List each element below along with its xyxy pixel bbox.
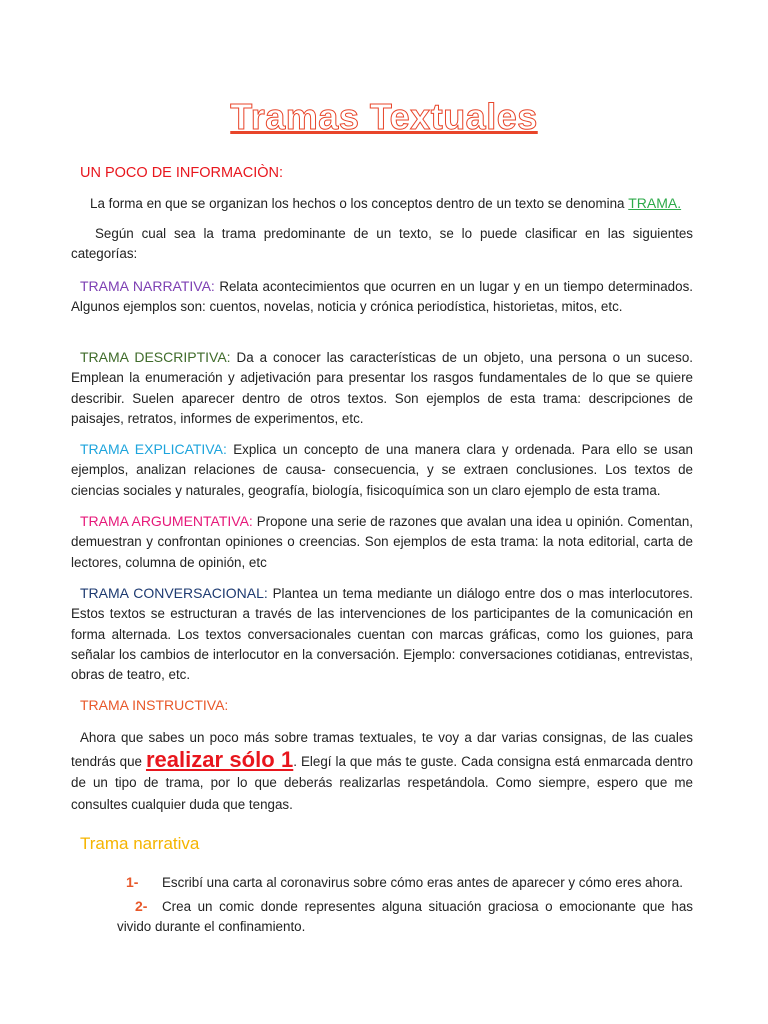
label-explicativa: TRAMA EXPLICATIVA: [80, 441, 227, 457]
task-number: 1- [126, 874, 139, 890]
label-descriptiva: TRAMA DESCRIPTIVA: [80, 349, 231, 365]
paragraph-narrativa: TRAMA NARRATIVA: Relata acontecimientos que ocurren en un lugar y en un tiempo determinados. Algunos ejemplos son: cuentos, novelas, noticia y crónica periodística, historietas, mitos, etc. [71, 278, 693, 315]
paragraph-classification: Según cual sea la trama predominante de un texto, se lo puede clasificar en las siguientes categorías: [71, 226, 693, 262]
paragraph-descriptiva: TRAMA DESCRIPTIVA: Da a conocer las características de un objeto, una persona o un suceso. Emplean la enumeración y adjetivación para presentar los rasgos fundamentales de lo que se quiere describir. Suelen aparecer dentro de otros textos. Son ejemplos de esta trama: descripciones de paisajes, retratos, informes de experimentos, etc. [71, 349, 693, 426]
paragraph-explicativa: TRAMA EXPLICATIVA: Explica un concepto de una manera clara y ordenada. Para ello se usan ejemplos, analizan relaciones de causa- consecuencia, y se extraen conclusiones. Los textos de ciencias sociales y naturales, geografía, biología, fisicoquímica son un claro ejemplo de esta trama. [71, 441, 694, 498]
trama-highlight: TRAMA. [628, 195, 682, 211]
paragraph-definition: La forma en que se organizan los hechos o los conceptos dentro de un texto se denomina TRAMA. [90, 195, 682, 211]
label-narrativa: TRAMA NARRATIVA: [80, 278, 215, 294]
paragraph-argumentativa: TRAMA ARGUMENTATIVA: Propone una serie de razones que avalan una idea u opinión. Comentan, demuestran y confrontan opiniones o creencias. Son ejemplos de esta trama: la nota editorial, carta de lectores, columna de opinión, etc [71, 513, 693, 570]
paragraph-instructiva [71, 695, 693, 716]
realizar-highlight: realizar sólo 1 [145, 746, 294, 772]
label-instructiva: TRAMA INSTRUCTIVA: [80, 697, 229, 713]
intro-heading: UN POCO DE INFORMACIÒN: [80, 165, 284, 181]
task-item: 2- Crea un comic donde representes alguna situación graciosa o emocionante que has vivido durante el confinamiento. [117, 898, 693, 935]
document-title: Tramas Textuales [230, 96, 538, 137]
section-heading-trama-narrativa: Trama narrativa [80, 834, 200, 853]
label-conversacional: TRAMA CONVERSACIONAL: [80, 585, 268, 601]
paragraph-conversacional: TRAMA CONVERSACIONAL: Plantea un tema mediante un diálogo entre dos o mas interlocutores. Estos textos se estructuran a través de las intervenciones de los participantes de la comunicación en forma alternada. Los textos conversacionales cuentan con marcas gráficas, como los guiones, para señalar los cambios de interlocutor en la conversación. Ejemplo: conversaciones cotidianas, entrevistas, obras de teatro, etc. [71, 585, 694, 683]
task-item: 1- Escribí una carta al coronavirus sobre cómo eras antes de aparecer y cómo eres ahora. [126, 872, 693, 893]
task-number: 2- [135, 898, 148, 914]
label-argumentativa: TRAMA ARGUMENTATIVA: [80, 513, 253, 529]
paragraph-consigna: Ahora que sabes un poco más sobre tramas textuales, te voy a dar varias consignas, de las cuales tendrás que realizar sólo 1. Elegí la que más te guste. Cada consigna está enmarcada dentro de un tipo de trama, por lo que deberás realizarlas respetándola. Como siempre, espero que me consultes cualquier duda que tengas. [71, 730, 693, 812]
